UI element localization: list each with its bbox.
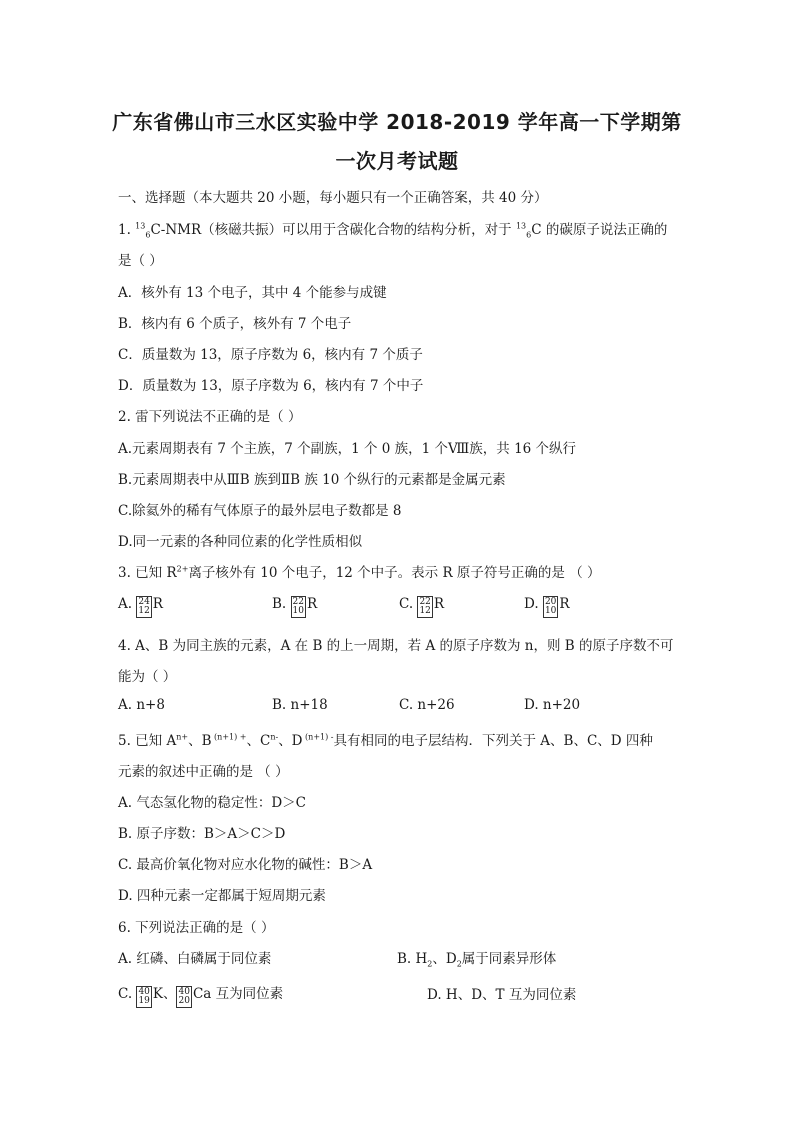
q2-option-a: A.元素周期表有 7 个主族，7 个副族，1 个 0 族，1 个Ⅷ族，共 16 个纵行	[118, 441, 577, 457]
question-6-stem: 6. 下列说法正确的是（ ）	[118, 920, 275, 936]
q5-sup-d: (n+1) -	[302, 732, 334, 742]
q1-option-a: A．核外有 13 个电子，其中 4 个能参与成键	[118, 285, 387, 301]
q5-option-b: B. 原子序数：B＞A＞C＞D	[118, 826, 286, 842]
q3-c-label: C.	[399, 596, 418, 612]
q5-sup-c: n-	[270, 732, 279, 742]
q1-stem-b: C-NMR（核磁共振）可以用于含碳化合物的结构分析，对于	[150, 222, 516, 238]
q6-c-ca-num: 20	[178, 996, 190, 1006]
q1-option-c: C．质量数为 13，原子序数为 6，核内有 7 个质子	[118, 347, 423, 363]
q6-c-ca: Ca 互为同位素	[192, 986, 284, 1002]
q3-b-mass: 22	[292, 597, 304, 607]
question-4-stem-line2: 能为（ ）	[118, 669, 177, 685]
q3-d-num: 10	[544, 606, 557, 616]
q3-stem-b: 离子核外有 10 个电子，12 个中子。表示 R 原子符号正确的是 （ ）	[188, 565, 601, 581]
q1-iso-num-1: 6	[145, 230, 151, 240]
q6-option-b	[397, 947, 556, 969]
q3-b-symbol: R	[306, 596, 318, 612]
q6-b-a: B. H	[397, 951, 428, 967]
q6-c-k-mass: 40	[138, 987, 150, 997]
q3-b-isotope-box	[291, 596, 306, 618]
q6-b-c: 属于同素异形体	[461, 951, 557, 967]
q5-stem-c: 、C	[246, 733, 271, 749]
q5-option-c: C. 最高价氧化物对应水化物的碱性：B＞A	[118, 857, 373, 873]
q3-a-mass: 24	[138, 597, 150, 607]
q5-stem-d: 、D	[278, 733, 303, 749]
q4-option-d: D. n+20	[524, 697, 581, 713]
q3-option-b	[272, 596, 317, 618]
q6-b-b: 、D	[432, 951, 457, 967]
exam-title-line1: 广东省佛山市三水区实验中学 2018-2019 学年高一下学期第	[112, 110, 682, 134]
q3-c-isotope-box	[417, 596, 432, 618]
q5-stem-b: 、B	[188, 733, 212, 749]
q6-option-c	[118, 982, 283, 1008]
q1-stem-d: 是（ ）	[118, 253, 163, 269]
q1-option-d: D．质量数为 13，原子序数为 6，核内有 7 个中子	[118, 378, 424, 394]
question-1-stem	[118, 218, 667, 240]
q3-a-symbol: R	[152, 596, 163, 612]
q6-option-a: A. 红磷、白磷属于同位素	[118, 951, 272, 967]
q2-option-c: C.除氦外的稀有气体原子的最外层电子数都是 8	[118, 503, 402, 519]
section-heading: 一、选择题（本大题共 20 小题，每小题只有一个正确答案，共 40 分）	[118, 190, 548, 206]
q5-sup-a: n+	[176, 732, 189, 742]
q3-d-label: D.	[524, 596, 543, 612]
q6-c-label: C.	[118, 986, 137, 1002]
q3-a-num: 12	[138, 606, 150, 616]
question-3-stem	[118, 561, 601, 581]
q3-a-isotope-box	[136, 596, 151, 618]
q3-stem-sup: 2+	[176, 564, 189, 574]
q5-stem-a: 5. 已知 A	[118, 733, 177, 749]
q3-b-label: B.	[272, 596, 291, 612]
q3-stem-a: 3. 已知 R	[118, 565, 177, 581]
q1-iso-num-2: 6	[526, 230, 532, 240]
question-5-stem	[118, 729, 653, 749]
q5-option-d: D. 四种元素一定都属于短周期元素	[118, 888, 326, 904]
q4-option-a: A. n+8	[118, 697, 165, 713]
q4-option-b: B. n+18	[272, 697, 328, 713]
q6-c-ca-mass: 40	[178, 987, 190, 997]
q5-option-a: A. 气态氢化物的稳定性：D＞C	[118, 795, 306, 811]
q1-iso-mass-2: 13	[515, 221, 527, 231]
q1-iso-mass-1: 13	[135, 221, 146, 231]
q3-option-d	[524, 596, 570, 618]
q1-stem-c: C 的碳原子说法正确的	[531, 222, 668, 238]
q3-c-num: 12	[419, 606, 431, 616]
q3-option-c	[399, 596, 444, 618]
q3-c-symbol: R	[433, 596, 445, 612]
q1-stem-a: 1.	[118, 222, 136, 238]
q3-a-label: A.	[118, 596, 137, 612]
q3-d-symbol: R	[559, 596, 570, 612]
q6-c-k-num: 19	[138, 996, 150, 1006]
q4-option-c: C. n+26	[399, 697, 455, 713]
q6-option-d: D. H、D、T 互为同位素	[427, 987, 577, 1003]
question-4-stem-line1: 4. A、B 为同主族的元素，A 在 B 的上一周期，若 A 的原子序数为 n，则 B 的原子序数不可	[118, 638, 674, 654]
question-2-stem: 2. 雷下列说法不正确的是（ ）	[118, 409, 302, 425]
q3-b-num: 10	[292, 606, 304, 616]
q5-stem-e: 具有相同的电子层结构．下列关于 A、B、C、D 四种	[333, 733, 653, 749]
q5-sup-b: (n+1) +	[211, 732, 247, 742]
q6-b-sub2: 2	[456, 959, 462, 969]
q6-c-ca-isotope-box	[176, 986, 191, 1008]
q2-option-d: D.同一元素的各种同位素的化学性质相似	[118, 534, 363, 550]
q1-option-b: B．核内有 6 个质子，核外有 7 个电子	[118, 316, 352, 332]
q3-d-mass: 20	[544, 597, 557, 607]
q6-c-k-isotope-box	[136, 986, 151, 1008]
q2-option-b: B.元素周期表中从ⅢB 族到ⅡB 族 10 个纵行的元素都是金属元素	[118, 472, 506, 488]
question-5-stem-line2: 元素的叙述中正确的是 （ ）	[118, 764, 289, 780]
q3-c-mass: 22	[419, 597, 431, 607]
q6-b-sub1: 2	[427, 959, 433, 969]
q6-c-k: K、	[152, 986, 177, 1002]
exam-title-line2: 一次月考试题	[335, 149, 459, 173]
q3-d-isotope-box	[543, 596, 558, 618]
q3-option-a	[118, 596, 163, 618]
